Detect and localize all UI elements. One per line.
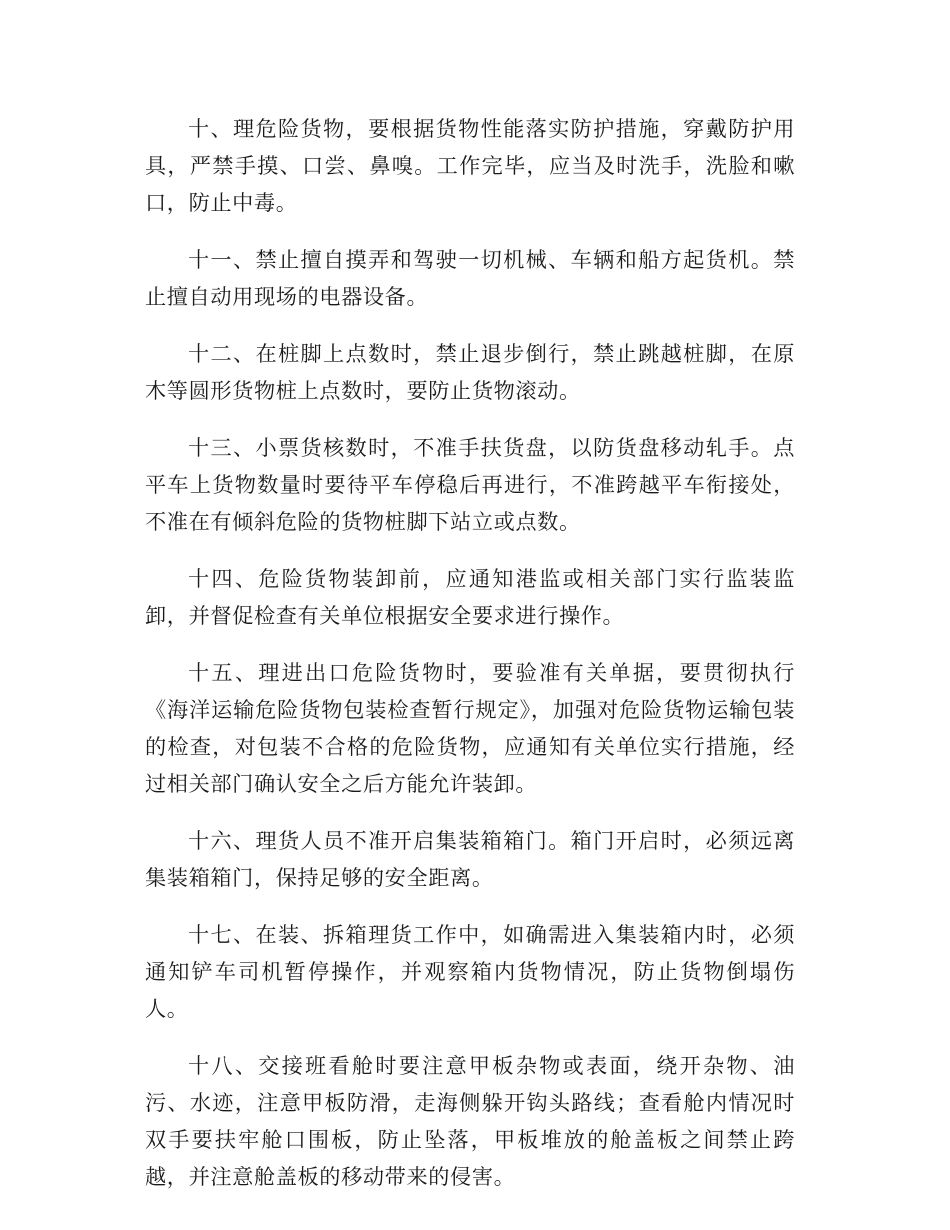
paragraph-rule-15: 十五、理进出口危险货物时，要验准有关单据，要贯彻执行《海洋运输危险货物包装检查暂行规定》，加强对危险货物运输包装的检查，对包装不合格的危险货物，应通知有关单位实行措施，经过相关部门确认安全之后方能允许装卸。	[145, 660, 795, 796]
paragraph-rule-17: 十七、在装、拆箱理货工作中，如确需进入集装箱内时，必须通知铲车司机暂停操作，并观察箱内货物情况，防止货物倒塌伤人。	[145, 922, 795, 1021]
document-body	[145, 110, 795, 1215]
paragraph-rule-14: 十四、危险货物装卸前，应通知港监或相关部门实行监装监卸，并督促检查有关单位根据安全要求进行操作。	[145, 566, 795, 628]
paragraph-rule-16: 十六、理货人员不准开启集装箱箱门。箱门开启时，必须远离集装箱箱门，保持足够的安全距离。	[145, 828, 795, 890]
paragraph-rule-18: 十八、交接班看舱时要注意甲板杂物或表面，绕开杂物、油污、水迹，注意甲板防滑，走海侧躲开钩头路线；查看舱内情况时双手要扶牢舱口围板，防止坠落，甲板堆放的舱盖板之间禁止跨越，并注意舱盖板的移动带来的侵害。	[145, 1053, 795, 1189]
paragraph-rule-11: 十一、禁止擅自摸弄和驾驶一切机械、车辆和船方起货机。禁止擅自动用现场的电器设备。	[145, 247, 795, 309]
paragraph-rule-10: 十、理危险货物，要根据货物性能落实防护措施，穿戴防护用具，严禁手摸、口尝、鼻嗅。工作完毕，应当及时洗手，洗脸和嗽口，防止中毒。	[145, 116, 795, 215]
paragraph-rule-13: 十三、小票货核数时，不准手扶货盘，以防货盘移动轧手。点平车上货物数量时要待平车停稳后再进行，不准跨越平车衔接处，不准在有倾斜危险的货物桩脚下站立或点数。	[145, 435, 795, 534]
paragraph-rule-12: 十二、在桩脚上点数时，禁止退步倒行，禁止跳越桩脚，在原木等圆形货物桩上点数时，要防止货物滚动。	[145, 341, 795, 403]
